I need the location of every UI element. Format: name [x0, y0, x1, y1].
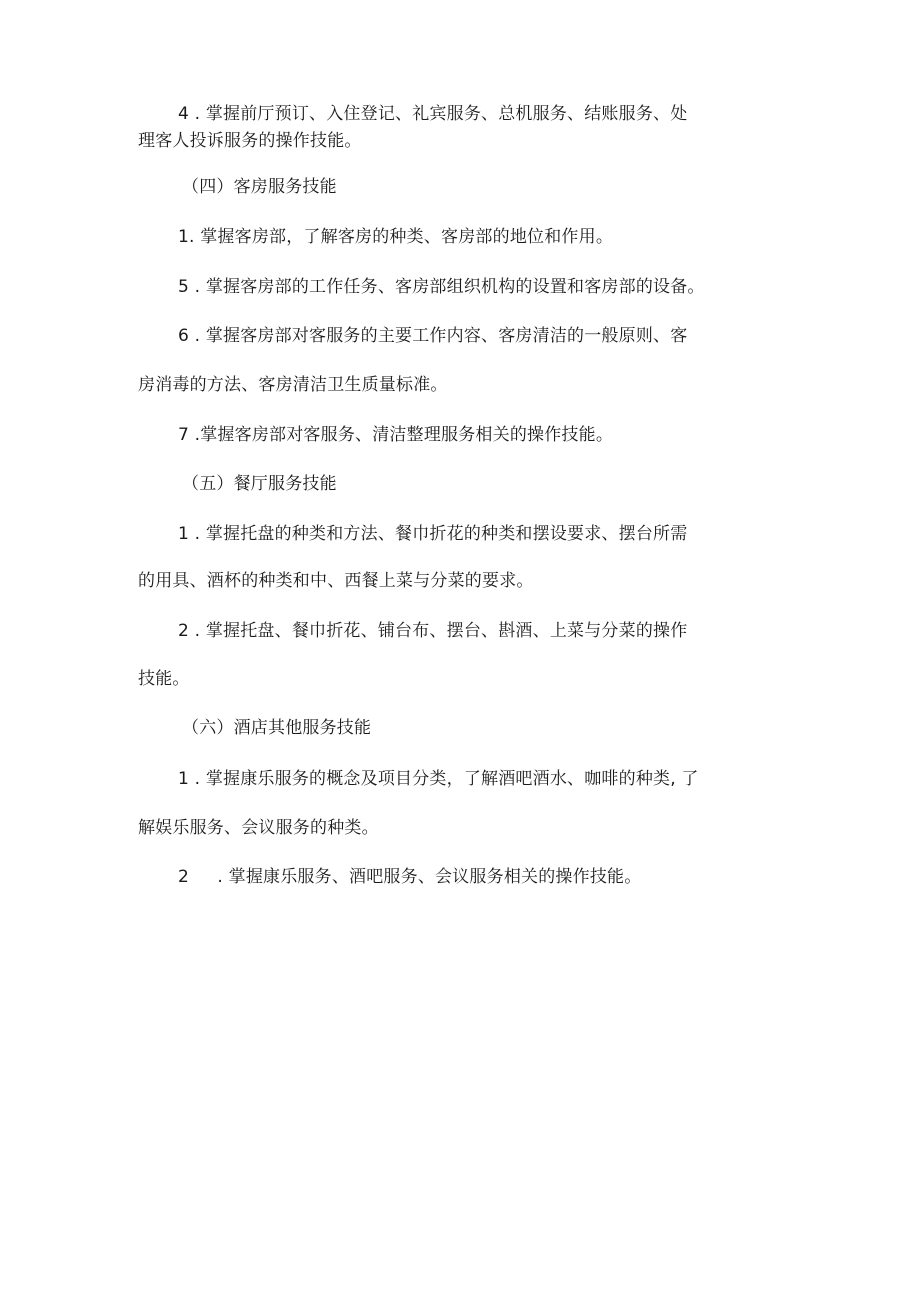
text-line: 解娱乐服务、会议服务的种类。 — [138, 818, 379, 838]
text-line: 的用具、酒杯的种类和中、西餐上菜与分菜的要求。 — [138, 571, 534, 591]
text-line: 理客人投诉服务的操作技能。 — [138, 131, 362, 151]
text-line: 技能。 — [138, 669, 190, 689]
text-line: 5 . 掌握客房部的工作任务、客房部组织机构的设置和客房部的设备。 — [178, 277, 705, 297]
text-line: 1 . 掌握康乐服务的概念及项目分类，了解酒吧酒水、咖啡的种类, 了 — [178, 769, 699, 789]
text-line: 2 . 掌握康乐服务、酒吧服务、会议服务相关的操作技能。 — [178, 867, 642, 887]
text-line: 6 . 掌握客房部对客服务的主要工作内容、客房清洁的一般原则、客 — [178, 326, 688, 346]
text-line: 房消毒的方法、客房清洁卫生质量标准。 — [138, 375, 448, 395]
text-line: 4 . 掌握前厅预订、入住登记、礼宾服务、总机服务、结账服务、处 — [178, 104, 688, 124]
section-heading: （四）客房服务技能 — [182, 177, 337, 197]
text-line: 1. 掌握客房部，了解客房的种类、客房部的地位和作用。 — [178, 227, 614, 247]
text-line: 1 . 掌握托盘的种类和方法、餐巾折花的种类和摆设要求、摆台所需 — [178, 524, 688, 544]
section-heading: （六）酒店其他服务技能 — [182, 718, 372, 738]
text-line: 7 .掌握客房部对客服务、清洁整理服务相关的操作技能。 — [178, 425, 614, 445]
section-heading: （五）餐厅服务技能 — [182, 474, 337, 494]
text-line: 2 . 掌握托盘、餐巾折花、铺台布、摆台、斟酒、上菜与分菜的操作 — [178, 621, 688, 641]
